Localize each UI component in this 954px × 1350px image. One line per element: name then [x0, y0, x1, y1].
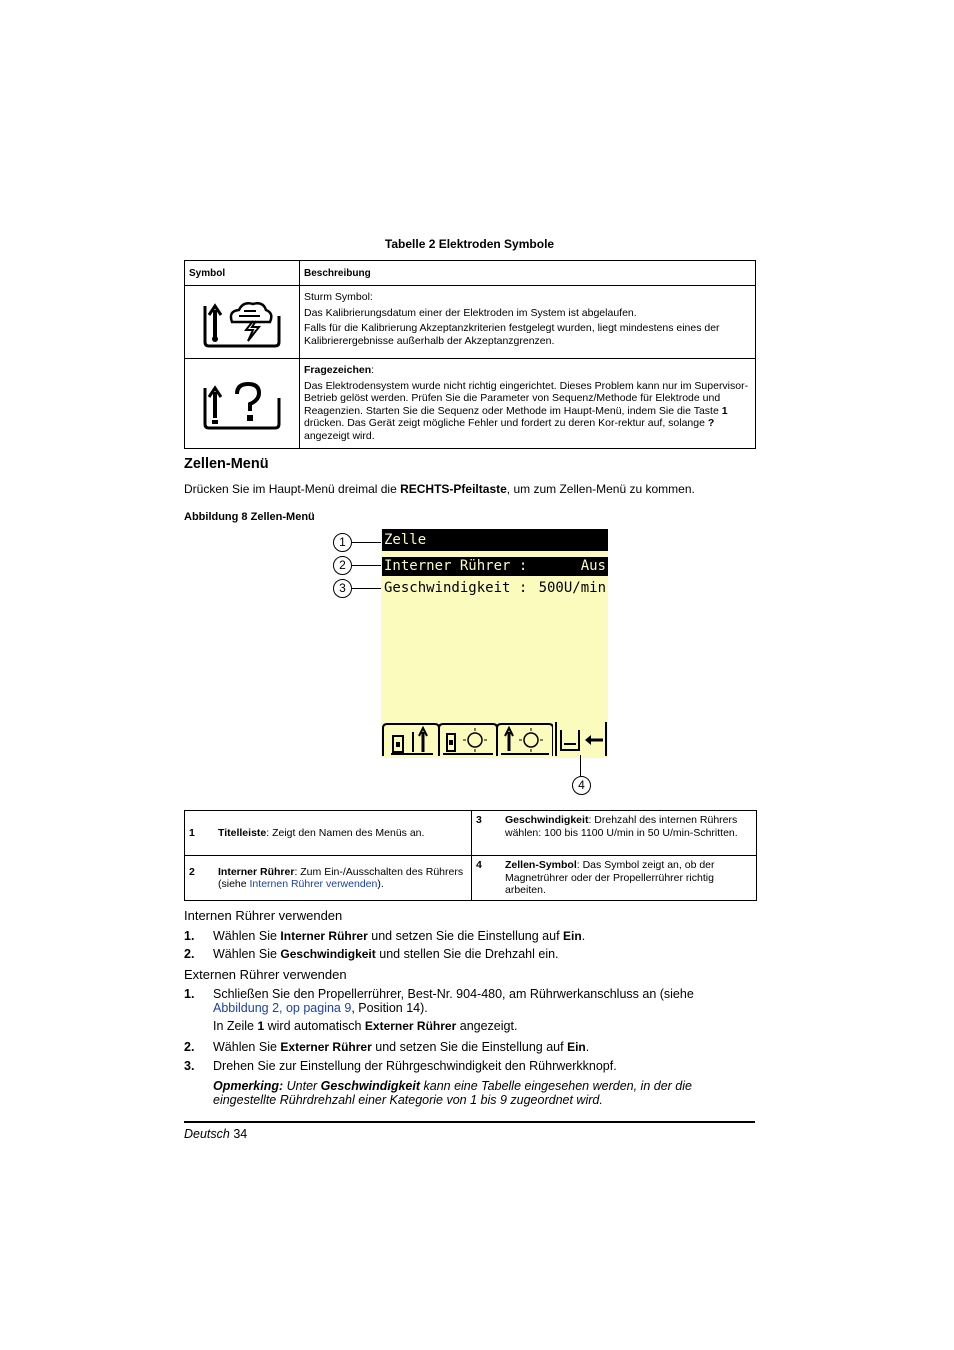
callout-1-line: [352, 542, 381, 543]
cell-menu-screen: [381, 529, 608, 758]
internal-stirrer-label: Interner Rührer :: [384, 558, 528, 574]
legend-item-1: 1 Titelleiste: Zeigt den Namen des Menüs an.: [185, 811, 472, 856]
legend-item-2: 2 Interner Rührer: Zum Ein-/Ausschalten des Rührers (siehe Internen Rührer verwenden).: [185, 856, 472, 901]
callout-2-line: [352, 565, 381, 566]
storm-electrode-icon: [202, 296, 282, 348]
callout-4-line: [580, 755, 581, 776]
callout-4: 4: [572, 776, 591, 795]
section-title: Zellen-Menü: [184, 456, 269, 472]
speed-row[interactable]: [382, 579, 608, 598]
callout-2: 2: [333, 556, 352, 575]
internal-stirrer-row[interactable]: [382, 557, 608, 576]
internal-stirrer-heading: Internen Rührer verwenden: [184, 908, 343, 923]
callout-1: 1: [333, 533, 352, 552]
table-caption: Tabelle 2 Elektroden Symbole: [384, 237, 555, 251]
menu-tab-bar: [381, 720, 608, 758]
question-description: Fragezeichen: Das Elektrodensystem wurde nicht richtig eingerichtet. Dieses Problem kann nur im Supervisor-Betrieb gelöst werden. Prüfen Sie die Parameter von Sequenz/Methode für Elektrode und Reagenzien. Starten Sie die Sequenz oder Methode im Haupt-Menü, indem Sie die Taste 1 drücken. Das Gerät zeigt mögliche Fehler und fordert zu deren Kor-rektur auf, solange ? angezeigt wird.: [300, 359, 756, 449]
question-electrode-icon: [202, 378, 282, 430]
figure-caption: Abbildung 8 Zellen-Menü: [184, 511, 315, 523]
speed-label: Geschwindigkeit :: [384, 580, 528, 596]
speed-value: 500U/min: [538, 580, 606, 596]
tab-electrode-icon[interactable]: [383, 724, 439, 756]
screen-title-bar: Zelle: [382, 529, 608, 551]
section-intro: Drücken Sie im Haupt-Menü dreimal die RECHTS-Pfeiltaste, um zum Zellen-Menü zu kommen.: [184, 482, 695, 496]
storm-description: Sturm Symbol: Das Kalibrierungsdatum einer der Elektroden im System ist abgelaufen. Falls für die Kalibrierung Akzeptanzkriterien festgelegt wurden, liegt mindestens eines der Kalibrierergebnisse außerhalb der Akzeptanzgrenzen.: [300, 286, 756, 359]
tab-electrode-sun-icon[interactable]: [497, 724, 553, 756]
storm-symbol-cell: [185, 286, 300, 359]
header-description: Beschreibung: [300, 261, 756, 286]
page-footer: Deutsch 34: [184, 1127, 248, 1141]
callout-3-line: [352, 588, 381, 589]
legend-item-4: 4 Zellen-Symbol: Das Symbol zeigt an, ob der Magnetrührer oder der Propellerrührer richtig arbeiten.: [472, 856, 757, 901]
footer-rule: [184, 1121, 755, 1123]
internal-stirrer-value: Aus: [580, 558, 606, 574]
header-symbol: Symbol: [185, 261, 300, 286]
tab-cell-icon[interactable]: [553, 720, 608, 758]
figure-2-link[interactable]: Abbildung 2, op pagina 9: [213, 1001, 352, 1015]
legend-item-3: 3 Geschwindigkeit: Drehzahl des internen Rührers wählen: 100 bis 1100 U/min in 50 U/min-Schritten.: [472, 811, 757, 856]
note-paragraph: Opmerking: Unter Geschwindigkeit kann eine Tabelle eingesehen werden, in der die eingestellte Rührdrehzahl einer Kategorie von 1 bis 9 zugeordnet wird.: [213, 1079, 692, 1107]
electrode-symbols-table: [184, 260, 756, 449]
internal-stirrer-link[interactable]: Internen Rührer verwenden: [249, 878, 378, 890]
external-stirrer-heading: Externen Rührer verwenden: [184, 967, 347, 982]
tab-reagent-sun-icon[interactable]: [439, 724, 497, 756]
question-symbol-cell: [185, 359, 300, 449]
figure-legend-table: [184, 810, 757, 901]
callout-3: 3: [333, 579, 352, 598]
